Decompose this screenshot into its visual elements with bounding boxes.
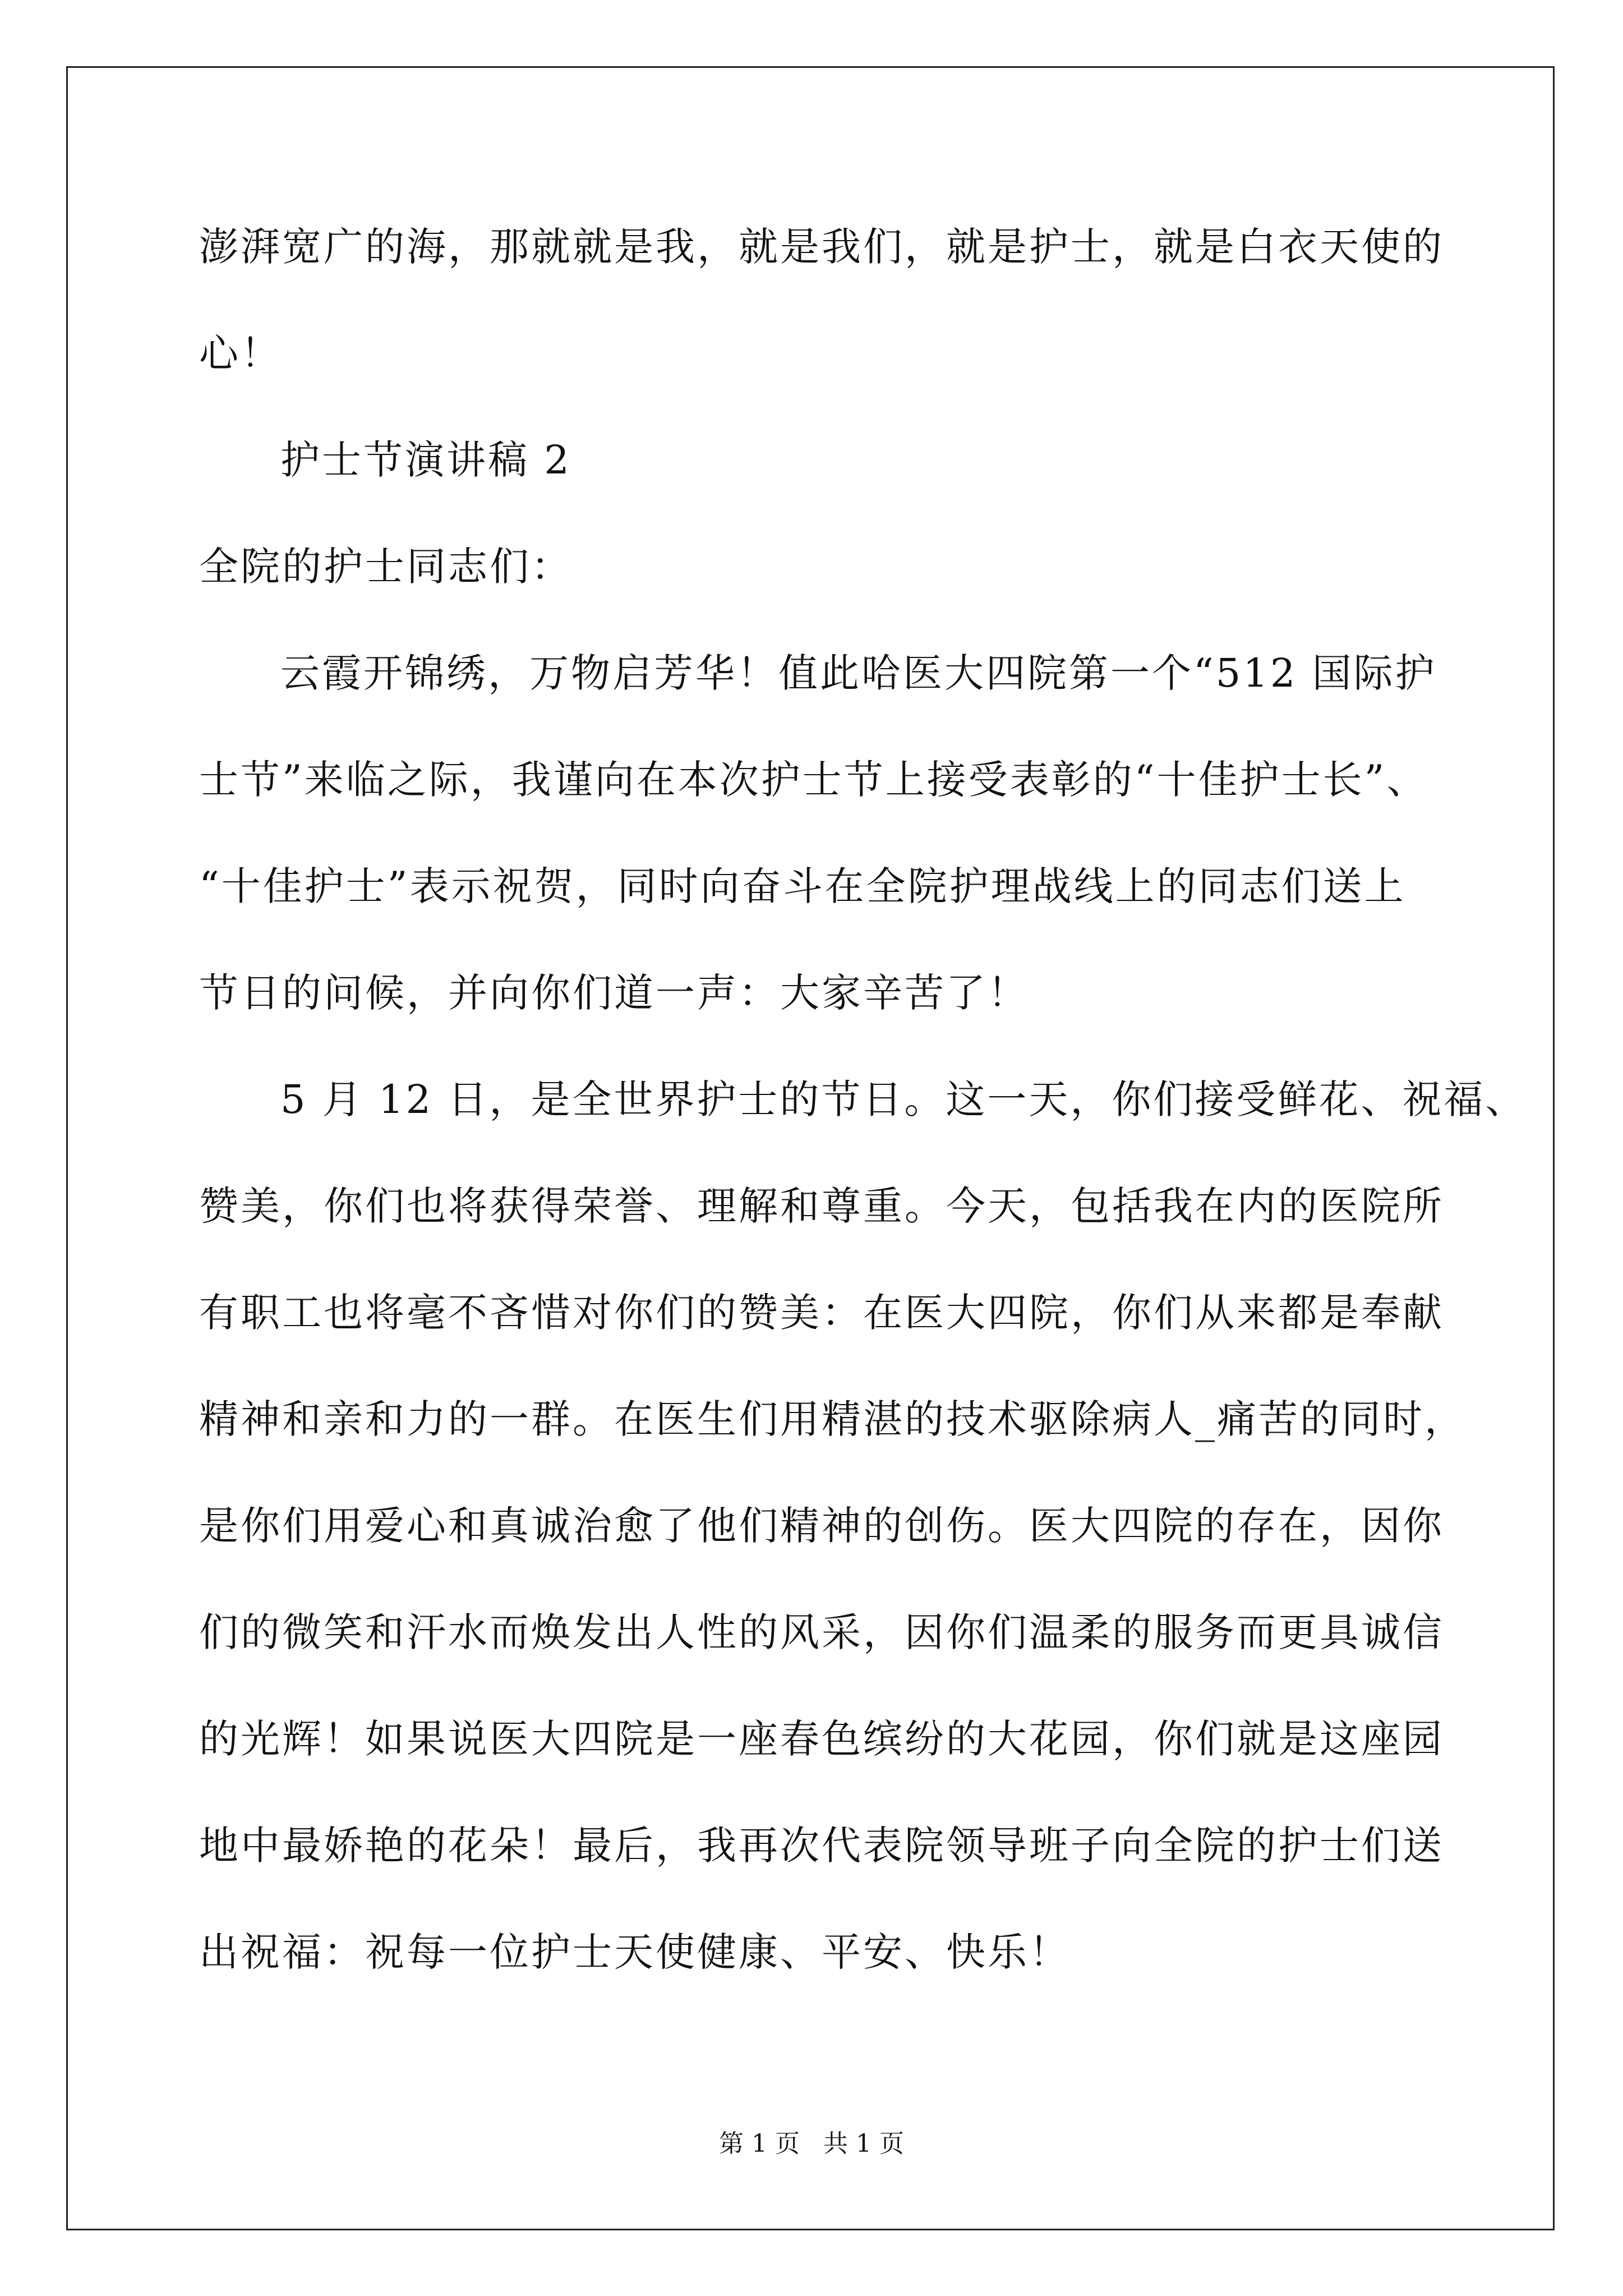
section-heading: 护士节演讲稿 2 (280, 437, 571, 483)
page-border (66, 66, 1555, 2230)
body-text-line: 是你们用爱心和真诚治愈了他们精神的创伤。医大四院的存在，因你 (199, 1503, 1444, 1549)
body-text-line: 地中最娇艳的花朵！最后，我再次代表院领导班子向全院的护士们送 (199, 1823, 1444, 1869)
body-text-line: 澎湃宽广的海，那就就是我，就是我们，就是护士，就是白衣天使的 (199, 224, 1444, 270)
salutation: 全院的护士同志们： (199, 544, 573, 590)
body-text-line: 有职工也将毫不吝惜对你们的赞美：在医大四院，你们从来都是奉献 (199, 1290, 1444, 1336)
body-text-line: 赞美，你们也将获得荣誉、理解和尊重。今天，包括我在内的医院所 (199, 1183, 1444, 1229)
page-number-footer: 第 1 页 共 1 页 (719, 2129, 904, 2158)
body-text-line: 士节”来临之际，我谨向在本次护士节上接受表彰的“十佳护士长”、 (199, 757, 1428, 803)
body-text-line: 云霞开锦绣，万物启芳华！值此哈医大四院第一个“512 国际护 (280, 650, 1437, 696)
body-text-line: 精神和亲和力的一群。在医生们用精湛的技术驱除病人_痛苦的同时， (199, 1396, 1466, 1442)
body-text-line: “十佳护士”表示祝贺，同时向奋斗在全院护理战线上的同志们送上 (199, 863, 1406, 909)
body-text-line: 5 月 12 日，是全世界护士的节日。这一天，你们接受鲜花、祝福、 (280, 1076, 1527, 1122)
body-text-line: 心！ (199, 330, 282, 376)
body-text-line: 们的微笑和汗水而焕发出人性的风采，因你们温柔的服务而更具诚信 (199, 1609, 1444, 1655)
body-text-line: 的光辉！如果说医大四院是一座春色缤纷的大花园，你们就是这座园 (199, 1716, 1444, 1762)
body-text-line: 节日的问候，并向你们道一声：大家辛苦了！ (199, 970, 1029, 1016)
body-text-line: 出祝福：祝每一位护士天使健康、平安、快乐！ (199, 1929, 1071, 1975)
